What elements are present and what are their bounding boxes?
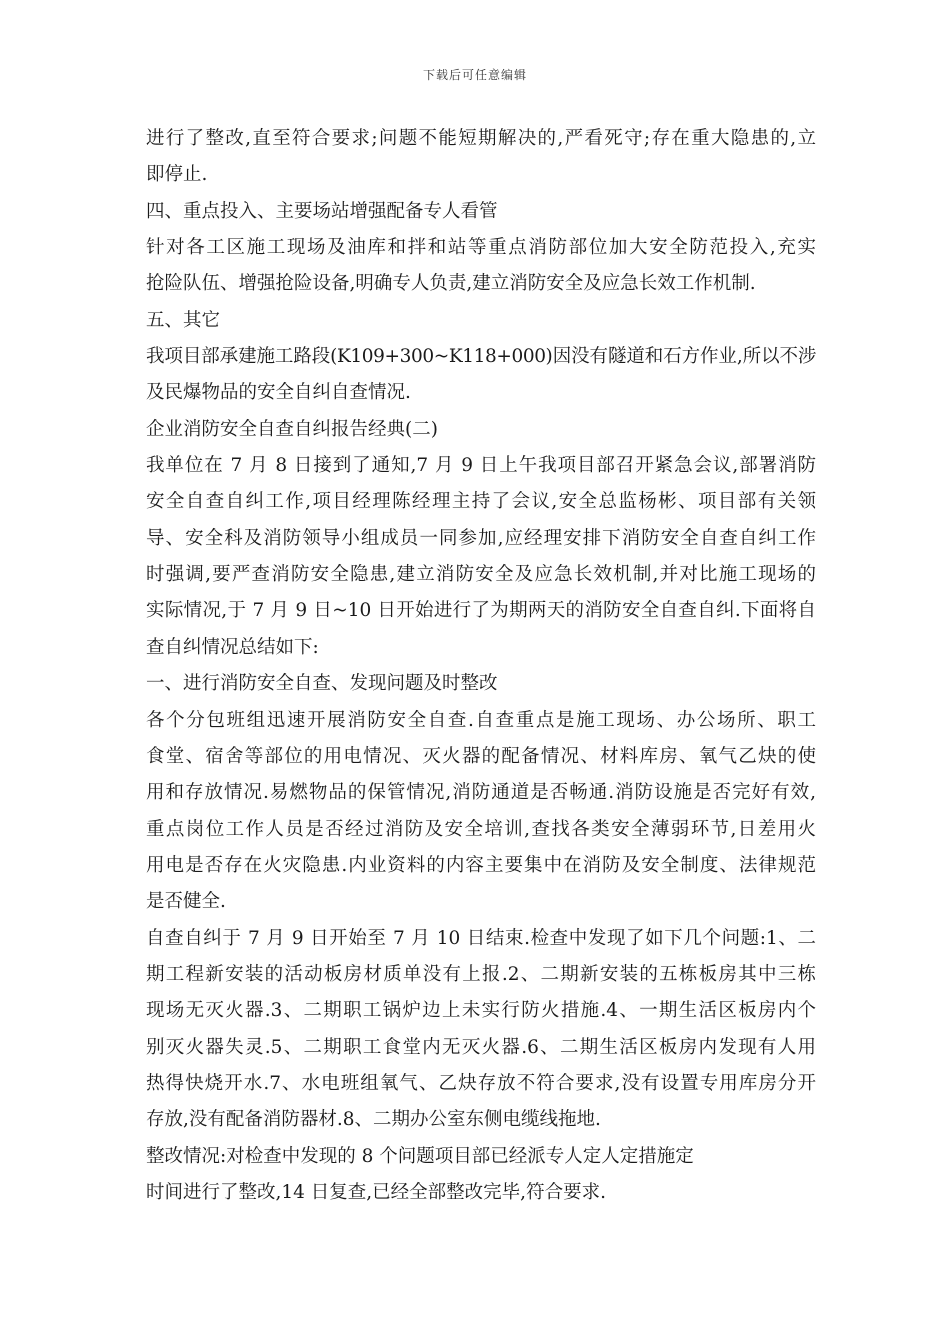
text-line: 热得快烧开水.7、水电班组氧气、乙炔存放不符合要求,没有设置专用库房分开 <box>146 1072 816 1094</box>
text-line: 自查自纠于 7 月 9 日开始至 7 月 10 日结束.检查中发现了如下几个问题:1、二 <box>146 927 816 949</box>
text-line: 时间进行了整改,14 日复查,已经全部整改完毕,符合要求. <box>146 1181 606 1203</box>
text-line: 期工程新安装的活动板房材质单没有上报.2、二期新安装的五栋板房其中三栋 <box>146 963 816 985</box>
text-line: 五、其它 <box>146 309 221 331</box>
text-line: 别灭火器失灵.5、二期职工食堂内无灭火器.6、二期生活区板房内发现有人用 <box>146 1036 816 1058</box>
text-line: 四、重点投入、主要场站增强配备专人看管 <box>146 200 498 222</box>
text-line: 企业消防安全自查自纠报告经典(二) <box>146 418 438 440</box>
text-line: 食堂、宿舍等部位的用电情况、灭火器的配备情况、材料库房、氧气乙炔的使 <box>146 745 816 767</box>
text-line: 安全自查自纠工作,项目经理陈经理主持了会议,安全总监杨彬、项目部有关领 <box>146 491 816 513</box>
text-line: 重点岗位工作人员是否经过消防及安全培训,查找各类安全薄弱环节,日差用火 <box>146 818 816 840</box>
text-line: 各个分包班组迅速开展消防安全自查.自查重点是施工现场、办公场所、职工 <box>146 709 816 731</box>
text-line: 用电是否存在火灾隐患.内业资料的内容主要集中在消防及安全制度、法律规范 <box>146 854 816 876</box>
text-line: 我单位在 7 月 8 日接到了通知,7 月 9 日上午我项目部召开紧急会议,部署消防 <box>146 455 816 477</box>
text-line: 我项目部承建施工路段(K109+300~K118+000)因没有隧道和石方作业,所以不涉 <box>146 346 816 368</box>
text-line: 抢险队伍、增强抢险设备,明确专人负责,建立消防安全及应急长效工作机制. <box>146 273 756 295</box>
text-line: 查自纠情况总结如下: <box>146 636 319 658</box>
document-body <box>146 121 816 1211</box>
text-line: 导、安全科及消防领导小组成员一同参加,应经理安排下消防安全自查自纠工作 <box>146 527 816 549</box>
text-line: 存放,没有配备消防器材.8、二期办公室东侧电缆线拖地. <box>146 1109 601 1131</box>
text-line: 即停止. <box>146 164 208 186</box>
text-line: 针对各工区施工现场及油库和拌和站等重点消防部位加大安全防范投入,充实 <box>146 237 816 259</box>
text-line: 整改情况:对检查中发现的 8 个问题项目部已经派专人定人定措施定 <box>146 1145 694 1167</box>
text-line: 现场无灭火器.3、二期职工锅炉边上未实行防火措施.4、一期生活区板房内个 <box>146 1000 816 1022</box>
page-header: 下载后可任意编辑 <box>422 68 527 82</box>
text-line: 实际情况,于 7 月 9 日~10 日开始进行了为期两天的消防安全自查自纠.下面将自 <box>146 600 816 622</box>
text-line: 一、进行消防安全自查、发现问题及时整改 <box>146 673 498 695</box>
text-line: 及民爆物品的安全自纠自查情况. <box>146 382 411 404</box>
text-line: 是否健全. <box>146 891 226 913</box>
text-line: 时强调,要严查消防安全隐患,建立消防安全及应急长效机制,并对比施工现场的 <box>146 564 816 586</box>
text-line: 进行了整改,直至符合要求;问题不能短期解决的,严看死守;存在重大隐患的,立 <box>146 128 816 149</box>
text-line: 用和存放情况.易燃物品的保管情况,消防通道是否畅通.消防设施是否完好有效, <box>146 782 816 804</box>
